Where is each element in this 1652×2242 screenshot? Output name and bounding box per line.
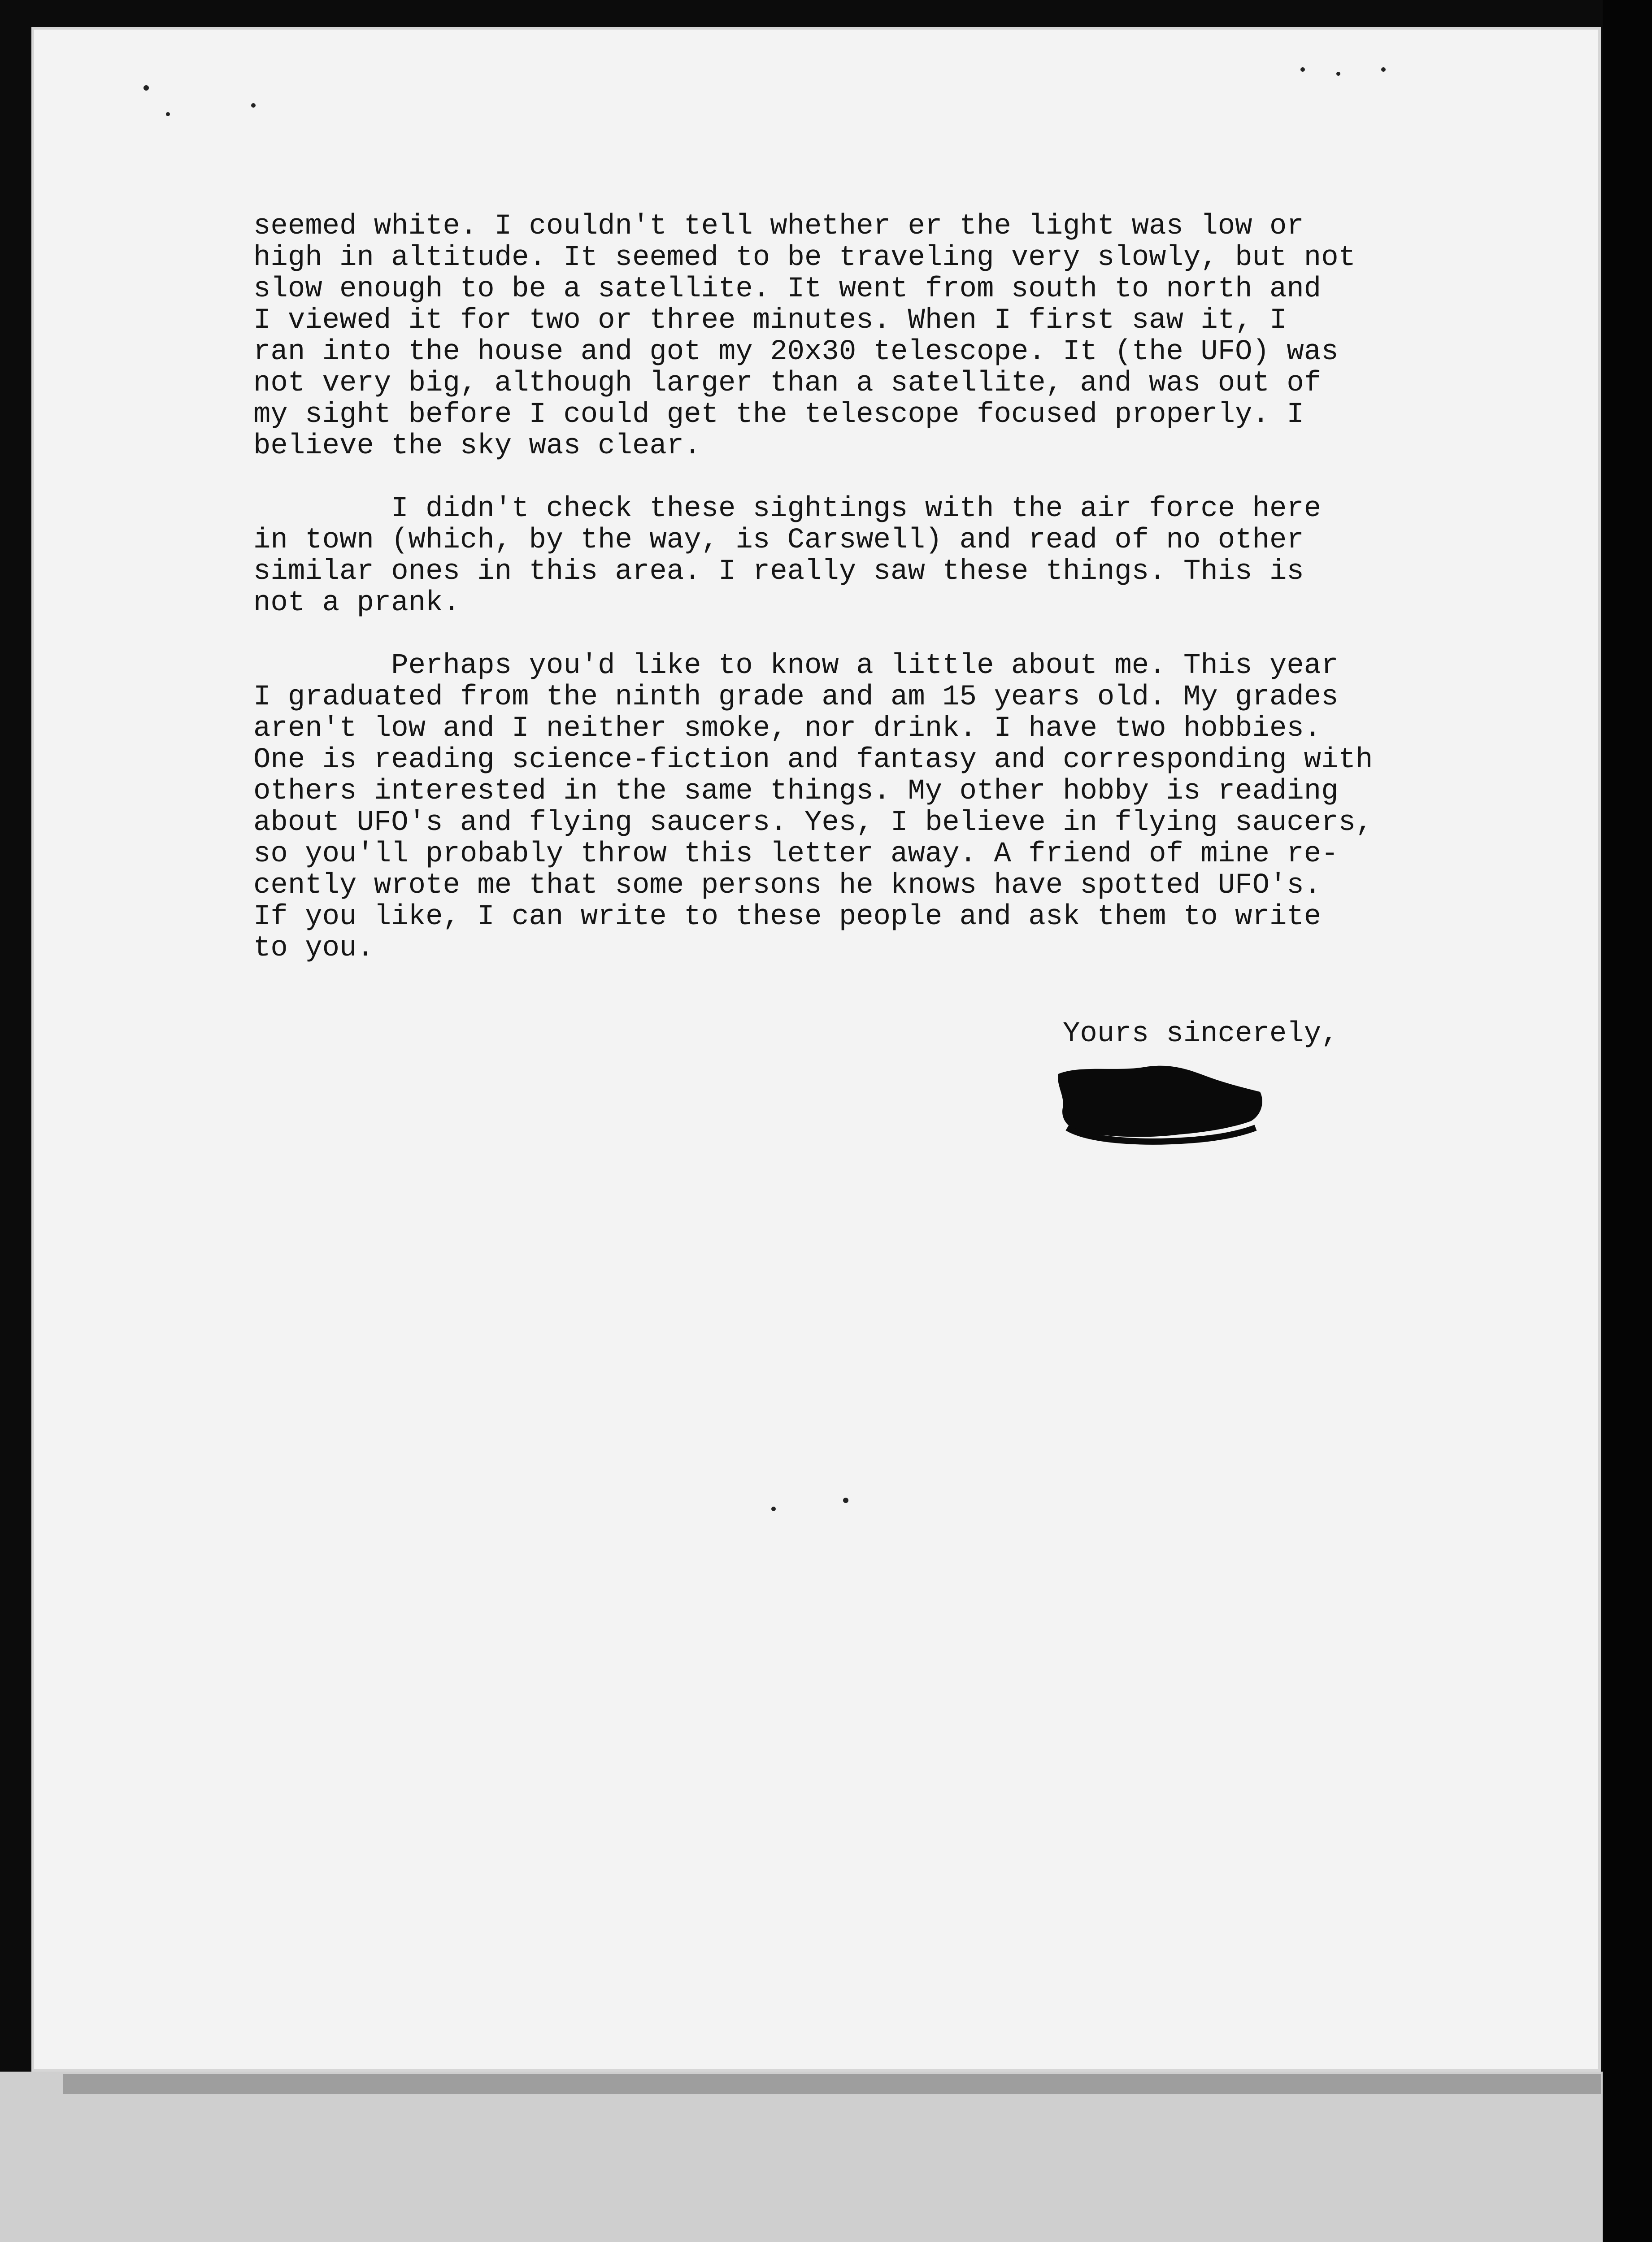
text-line: my sight before I could get the telescope focused properly. I — [253, 399, 1304, 431]
text-line: not very big, although larger than a satellite, and was out of — [253, 367, 1322, 400]
text-line: Perhaps you'd like to know a little about me. This year — [253, 650, 1339, 682]
text-line: One is reading science-fiction and fantasy and corresponding with — [253, 744, 1373, 776]
text-line: high in altitude. It seemed to be traveling very slowly, but not — [253, 242, 1356, 274]
film-edge-strip — [63, 2074, 1601, 2094]
film-speck — [166, 112, 170, 116]
film-speck — [143, 85, 149, 91]
film-lower-margin — [0, 2072, 1652, 2242]
text-line: not a prank. — [253, 587, 460, 619]
text-line: in town (which, by the way, is Carswell) and read of no other — [253, 524, 1304, 556]
text-line: ran into the house and got my 20x30 telescope. It (the UFO) was — [253, 336, 1339, 368]
text-line: about UFO's and flying saucers. Yes, I believe in flying saucers, — [253, 807, 1373, 839]
text-line: to you. — [253, 932, 374, 965]
text-line: I didn't check these sightings with the air force here — [253, 493, 1322, 525]
film-speck — [1336, 72, 1340, 76]
film-speck — [1381, 67, 1386, 72]
text-line: cently wrote me that some persons he knows have spotted UFO's. — [253, 869, 1322, 902]
redacted-signature — [1054, 1056, 1269, 1146]
text-line: believe the sky was clear. — [253, 430, 701, 462]
text-line: I graduated from the ninth grade and am 15 years old. My grades — [253, 681, 1339, 713]
text-line: aren't low and I neither smoke, nor drink. I have two hobbies. — [253, 713, 1322, 745]
letter-body — [253, 211, 1518, 995]
closing-salutation: Yours sincerely, — [1063, 1018, 1339, 1050]
paragraph-3 — [253, 650, 1518, 964]
film-speck — [771, 1507, 776, 1511]
paragraph-1 — [253, 211, 1518, 462]
text-line: seemed white. I couldn't tell whether er the light was low or — [253, 210, 1304, 243]
text-line: I viewed it for two or three minutes. When I first saw it, I — [253, 304, 1287, 337]
text-line: similar ones in this area. I really saw these things. This is — [253, 556, 1304, 588]
text-line: If you like, I can write to these people and ask them to write — [253, 901, 1322, 933]
text-line: so you'll probably throw this letter away. A friend of mine re- — [253, 838, 1339, 870]
text-line: others interested in the same things. My other hobby is reading — [253, 775, 1339, 808]
film-speck — [843, 1498, 848, 1503]
film-right-edge — [1603, 0, 1652, 2242]
film-speck — [251, 103, 256, 108]
paragraph-2 — [253, 493, 1518, 619]
text-line: slow enough to be a satellite. It went from south to north and — [253, 273, 1322, 305]
film-speck — [1300, 67, 1305, 72]
